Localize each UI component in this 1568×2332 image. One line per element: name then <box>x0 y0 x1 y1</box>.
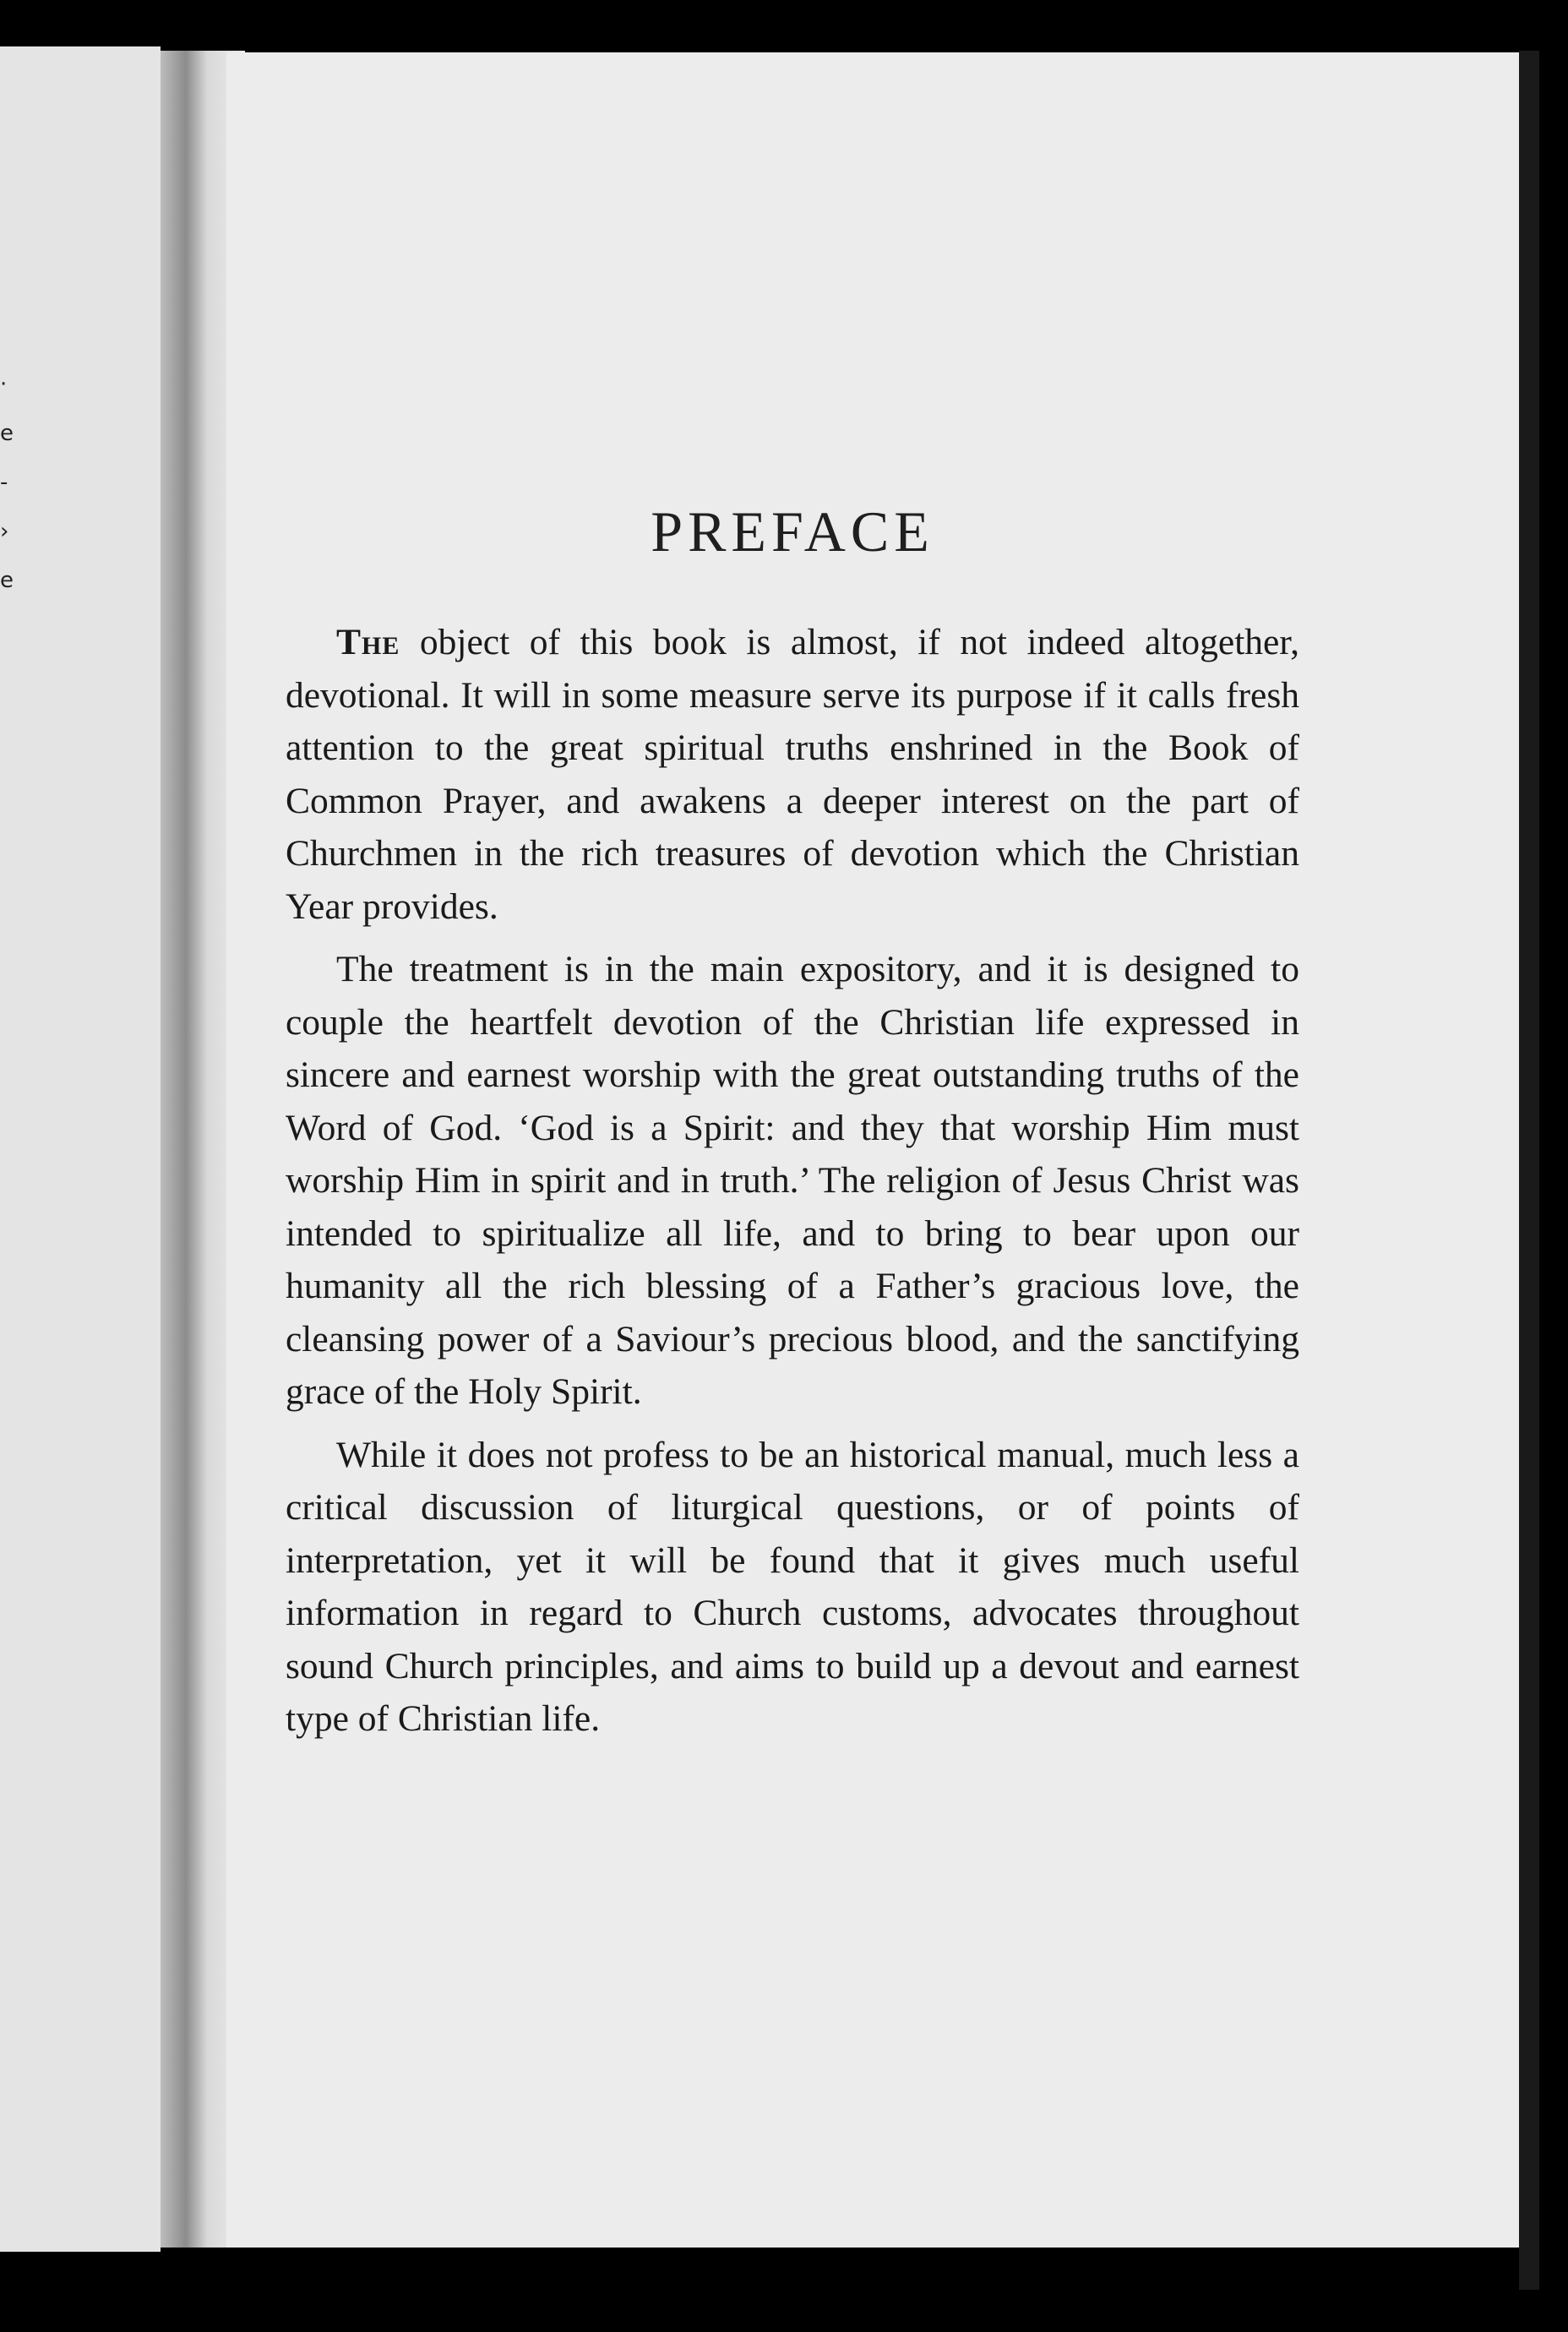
preface-content <box>286 499 1299 1756</box>
page-edge-shadow <box>1519 51 1539 2290</box>
paragraph-1-text: object of this book is almost, if not indeed altogether, devotional. It will in some measure serve its purpose if it calls fresh attention to the great spiritual truths enshrined in the Book of Common Prayer, and awakens a deeper interest on the part of Churchmen in the rich treasures of devotion which the Christian Year provides. <box>286 622 1299 927</box>
left-margin-marks: · e - › e <box>0 372 14 593</box>
preface-heading: PREFACE <box>651 499 934 564</box>
paragraph-3-text: While it does not profess to be an historical manual, much less a critical discussion of liturgical questions, or of points of interpretation, yet it will be found that it gives much useful information in regard to Church customs, advocates throughout sound Church principles, and aims to build up a devout and earnest type of Christian life. <box>286 1434 1299 1739</box>
paragraph-2-text: The treatment is in the main expository, and it is designed to couple the heartfelt devotion of the Christian life expressed in sincere and earnest worship with the great outstanding truths of the Word of God. ‘God is a Spirit: and they that worship Him must worship Him in spirit and in truth.’ The religion of Jesus Christ was intended to spiritualize all life, and to bring to bear upon our humanity all the rich blessing of a Father’s gracious love, the cleansing power of a Saviour’s precious blood, and the sanctifying grace of the Holy Spirit. <box>286 949 1299 1412</box>
paragraph-1 <box>286 616 1299 933</box>
paragraph-2 <box>286 943 1299 1419</box>
paragraph-3 <box>286 1429 1299 1746</box>
paragraph-1-lead: The <box>336 622 400 662</box>
left-page-fragment <box>0 46 161 2252</box>
